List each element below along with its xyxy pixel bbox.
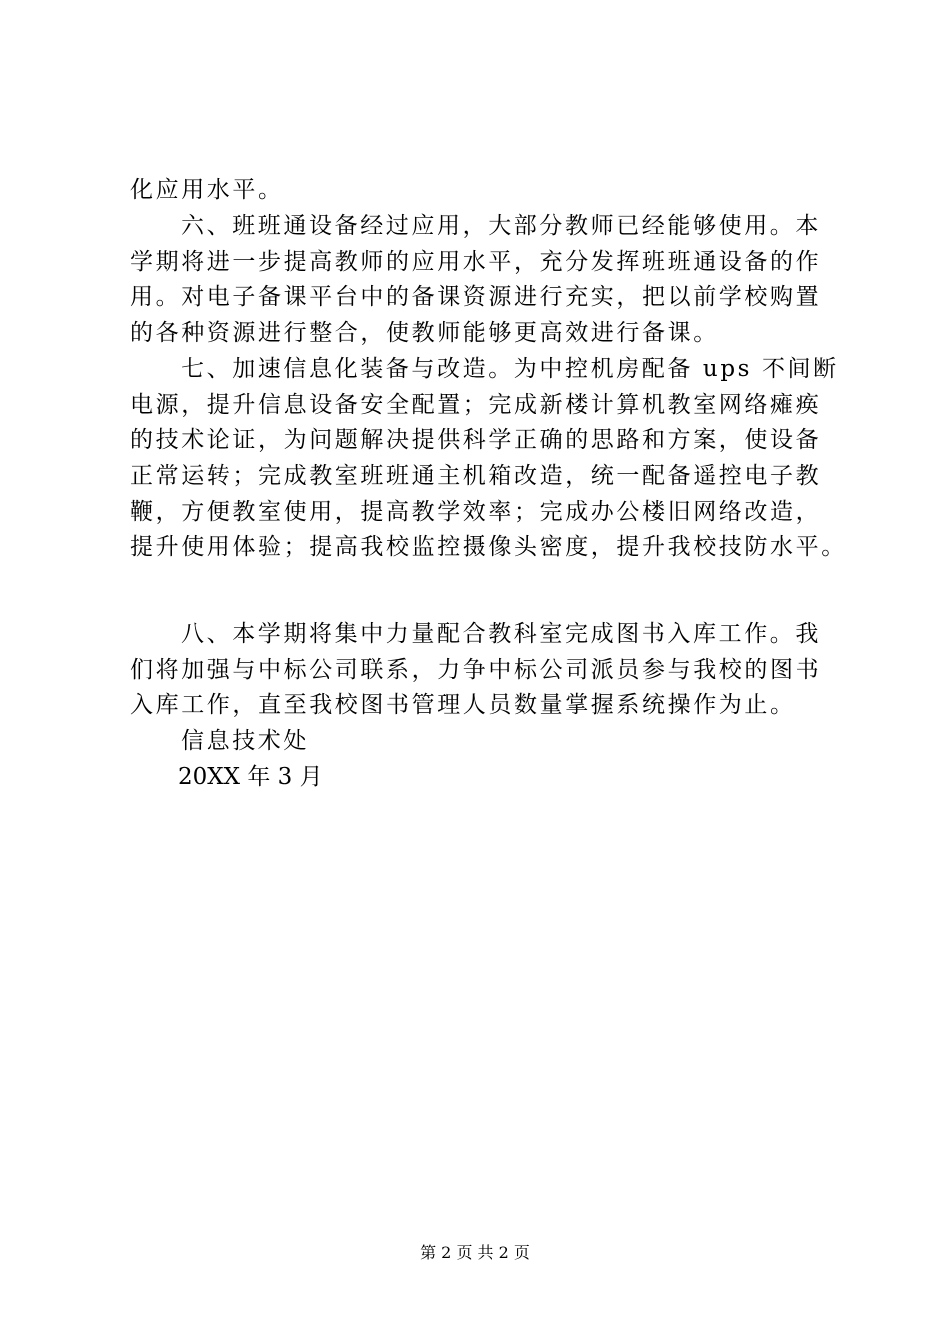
text-line: 八、本学期将集中力量配合教科室完成图书入库工作。我 [181,621,821,647]
text-line: 的各种资源进行整合，使教师能够更高效进行备课。 [130,320,719,346]
text-line: 七、加速信息化装备与改造。为中控机房配备 ups 不间断 [181,356,839,382]
text-line: 电源，提升信息设备安全配置；完成新楼计算机教室网络瘫痪 [130,392,822,418]
text-line: 学期将进一步提高教师的应用水平，充分发挥班班通设备的作 [130,249,822,275]
page-footer: 第 2 页 共 2 页 [420,1243,530,1262]
text-line: 化应用水平。 [130,177,284,203]
text-line: 六、班班通设备经过应用，大部分教师已经能够使用。本 [181,213,821,239]
signature-date: 20XX 年 3 月 [178,764,323,790]
text-line: 用。对电子备课平台中的备课资源进行充实，把以前学校购置 [130,284,822,310]
signature-department: 信息技术处 [181,728,309,754]
text-line: 的技术论证，为问题解决提供科学正确的思路和方案，使设备 [130,427,822,453]
text-line: 入库工作，直至我校图书管理人员数量掌握系统操作为止。 [130,692,796,718]
text-line: 正常运转；完成教室班班通主机箱改造，统一配备遥控电子教 [130,463,822,489]
text-line: 们将加强与中标公司联系，力争中标公司派员参与我校的图书 [130,657,822,683]
text-line: 鞭，方便教室使用，提高教学效率；完成办公楼旧网络改造， [130,499,822,525]
text-line: 提升使用体验；提高我校监控摄像头密度，提升我校技防水平。 [130,534,847,560]
